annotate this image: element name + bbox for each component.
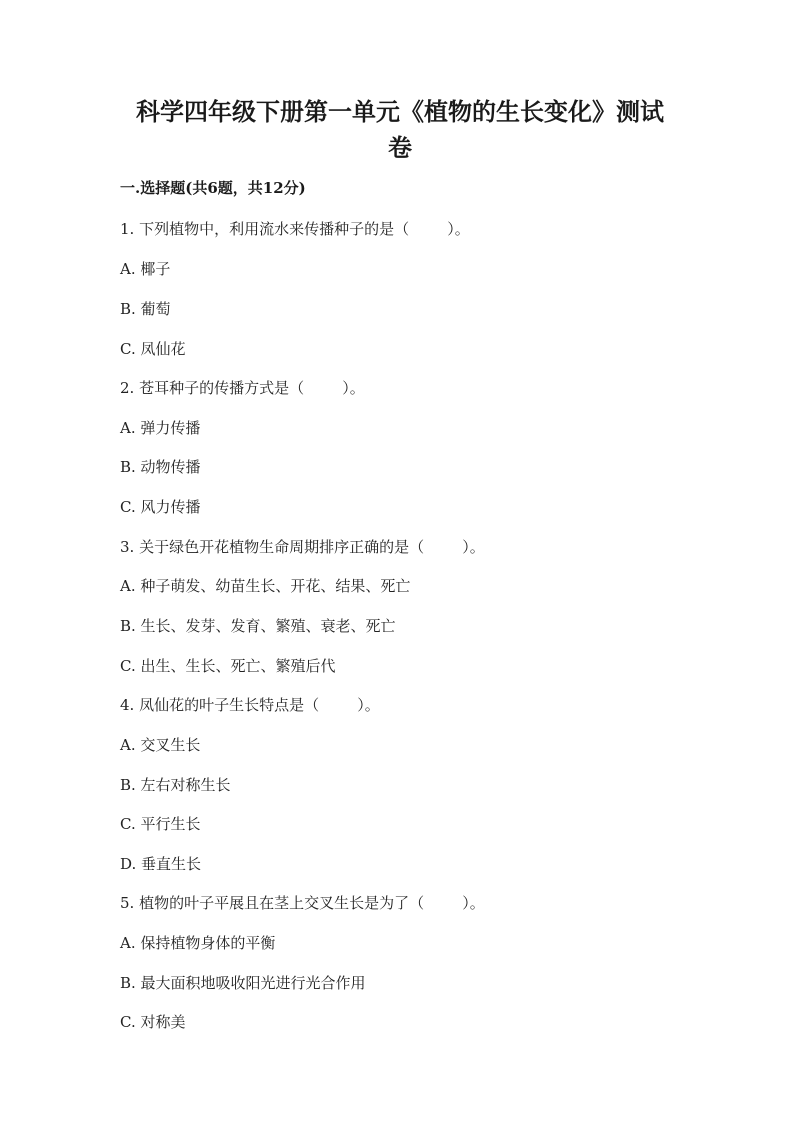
question-5-option-c: C. 对称美 — [120, 1013, 186, 1031]
question-4-stem: 4. 凤仙花的叶子生长特点是（ ）。 — [120, 696, 380, 714]
question-4-option-d: D. 垂直生长 — [120, 855, 202, 873]
question-1-option-a: A. 椰子 — [120, 260, 171, 278]
question-5-option-a: A. 保持植物身体的平衡 — [120, 934, 276, 952]
question-2-option-a: A. 弹力传播 — [120, 419, 201, 437]
question-5-stem: 5. 植物的叶子平展且在茎上交叉生长是为了（ ）。 — [120, 894, 485, 912]
question-4-option-a: A. 交叉生长 — [120, 736, 201, 754]
question-4-option-c: C. 平行生长 — [120, 815, 201, 833]
question-2-option-c: C. 风力传播 — [120, 498, 201, 516]
exam-title — [120, 94, 680, 166]
section-heading: 一.选择题(共6题，共12分) — [120, 179, 306, 197]
question-5-option-b: B. 最大面积地吸收阳光进行光合作用 — [120, 974, 366, 992]
question-1-stem: 1. 下列植物中，利用流水来传播种子的是（ ）。 — [120, 220, 470, 238]
question-3-option-b: B. 生长、发芽、发育、繁殖、衰老、死亡 — [120, 617, 396, 635]
exam-title-line-1: 科学四年级下册第一单元《植物的生长变化》测试 — [136, 97, 664, 126]
question-4-option-b: B. 左右对称生长 — [120, 776, 231, 794]
question-1-option-b: B. 葡萄 — [120, 300, 171, 318]
question-3-stem: 3. 关于绿色开花植物生命周期排序正确的是（ ）。 — [120, 538, 485, 556]
question-2-stem: 2. 苍耳种子的传播方式是（ ）。 — [120, 379, 365, 397]
exam-title-line-2: 卷 — [388, 133, 412, 162]
question-3-option-a: A. 种子萌发、幼苗生长、开花、结果、死亡 — [120, 577, 411, 595]
question-3-option-c: C. 出生、生长、死亡、繁殖后代 — [120, 657, 336, 675]
question-1-option-c: C. 凤仙花 — [120, 340, 186, 358]
question-2-option-b: B. 动物传播 — [120, 458, 201, 476]
